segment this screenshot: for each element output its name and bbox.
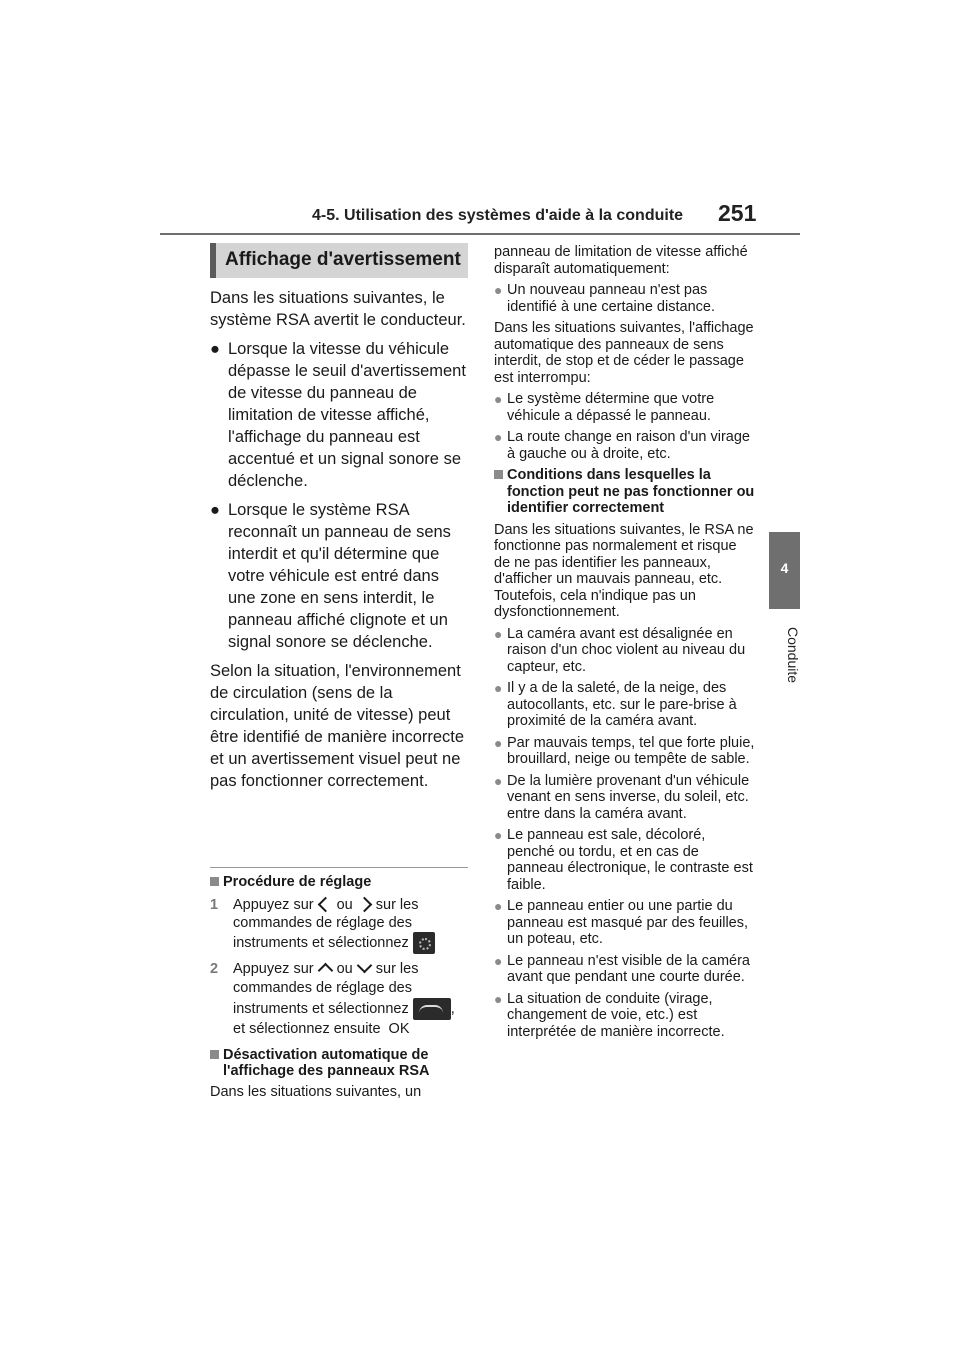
dot-bullet-icon: ● xyxy=(494,734,503,751)
list-item: ● Il y a de la saleté, de la neige, des autocollants, etc. sur le pare-brise à proximité de la caméra avant. xyxy=(494,680,737,729)
intro-paragraph: Dans les situations suivantes, le système RSA avertit le conducteur. xyxy=(210,289,466,329)
chevron-up-icon xyxy=(317,963,333,979)
dot-bullet-icon: ● xyxy=(494,772,503,789)
list-item: ● De la lumière provenant d'un véhicule venant en sens inverse, du soleil, etc. entre dans la caméra avant. xyxy=(494,772,750,822)
conditions-text: Dans les situations suivantes, le RSA ne fonctionne pas normalement et risque de ne pas identifier les panneaux, d'afficher un mauvais panneau, etc. Toutefois, cela n'indique pas un dysfonctionnement. xyxy=(494,521,754,620)
paragraph: Dans les situations suivantes, l'affichage automatique des panneaux de sens interdit, de stop et de céder le passage est interrompu: xyxy=(494,320,754,386)
dot-bullet-icon: ● xyxy=(494,827,503,843)
list-item: ● Par mauvais temps, tel que forte pluie, brouillard, neige ou tempête de sable. xyxy=(494,734,755,767)
square-bullet-icon xyxy=(210,877,219,886)
dot-bullet-icon: ● xyxy=(494,898,503,914)
dot-bullet-icon: ● xyxy=(494,680,503,696)
list-item xyxy=(210,499,468,653)
procedure-step-2: 2 Appuyez sur ou sur les commandes de réglage des instruments et sélectionnez , et sélectionnez ensuite OK xyxy=(210,960,468,1039)
square-bullet-icon xyxy=(494,470,503,479)
step-number: 2 xyxy=(210,960,219,977)
list-item: ● Le panneau n'est visible de la caméra avant que pendant une courte durée. xyxy=(494,952,750,985)
section-heading-box xyxy=(210,243,468,278)
note-paragraph: Selon la situation, l'environnement de circulation (sens de la circulation, unité de vitesse) peut être identifié de manière incorrecte et un avertissement visuel peut ne pas fonctionner correctement. xyxy=(210,662,465,790)
header-rule xyxy=(160,233,800,235)
chevron-left-icon xyxy=(317,897,333,913)
dot-bullet-icon: ● xyxy=(494,625,503,642)
dot-bullet-icon: ● xyxy=(494,952,503,969)
procedure-step-1: 1 Appuyez sur ou sur les commandes de réglage des instruments et sélectionnez xyxy=(210,896,468,954)
list-item: ● Le panneau entier ou une partie du panneau est masqué par des feuilles, un poteau, etc. xyxy=(494,898,749,947)
list-item: ● La situation de conduite (virage, changement de voie, etc.) est interprétée de manière incorrecte. xyxy=(494,990,725,1040)
chapter-label: Conduite xyxy=(785,626,801,684)
list-item xyxy=(210,338,468,492)
procedure-title: Procédure de réglage xyxy=(210,874,468,891)
bullet-icon: ● xyxy=(210,501,220,519)
dot-bullet-icon: ● xyxy=(494,429,503,445)
list-item: ● Un nouveau panneau n'est pas identifié à une certaine distance. xyxy=(494,282,715,315)
list-item: ● Le système détermine que votre véhicule a dépassé le panneau. xyxy=(494,391,715,424)
page-number: 251 xyxy=(718,200,757,226)
bullet-text: Lorsque la vitesse du véhicule dépasse le seuil d'avertissement de vitesse du panneau de limitation de vitesse affiché, l'affichage du panneau est accentué et un signal sonore se déclenche. xyxy=(228,340,466,490)
section-heading: Affichage d'avertissement xyxy=(225,249,461,270)
gear-icon xyxy=(413,932,435,954)
dot-bullet-icon: ● xyxy=(494,391,503,407)
chevron-right-icon xyxy=(356,897,372,913)
dot-bullet-icon: ● xyxy=(494,282,503,298)
procedure-block xyxy=(210,874,468,1100)
auto-off-text: Dans les situations suivantes, un xyxy=(210,1083,422,1100)
list-item: ● La route change en raison d'un virage à gauche ou à droite, etc. xyxy=(494,429,750,462)
bullet-icon: ● xyxy=(210,340,220,358)
list-item: ● Le panneau est sale, décoloré, penché ou tordu, et en cas de panneau électronique, le contraste est faible. xyxy=(494,827,753,893)
section-divider xyxy=(210,867,468,868)
auto-off-title: Désactivation automatique de l'affichage des panneaux RSA xyxy=(210,1047,468,1080)
list-item: ● La caméra avant est désalignée en raison d'un choc violent au niveau du capteur, etc. xyxy=(494,625,746,675)
continuation-paragraph: panneau de limitation de vitesse affiché disparaît automatiquement: xyxy=(494,244,748,277)
step-number: 1 xyxy=(210,896,219,913)
section-title: 4-5. Utilisation des systèmes d'aide à la conduite xyxy=(312,207,684,224)
car-sign-icon xyxy=(413,998,451,1020)
chapter-number: 4 xyxy=(780,560,789,576)
conditions-title: Conditions dans lesquelles la fonction peut ne pas fonctionner ou identifier correctement xyxy=(494,467,756,517)
chevron-down-icon xyxy=(356,958,372,974)
dot-bullet-icon: ● xyxy=(494,990,503,1007)
right-column xyxy=(494,244,756,1045)
ok-label: OK xyxy=(388,1020,410,1037)
left-column xyxy=(210,287,468,792)
bullet-text: Lorsque le système RSA reconnaît un panneau de sens interdit et qu'il détermine que votre véhicule est entré dans une zone en sens interdit, le panneau affiché clignote et un signal sonore se déclenche. xyxy=(228,501,451,651)
square-bullet-icon xyxy=(210,1050,219,1059)
